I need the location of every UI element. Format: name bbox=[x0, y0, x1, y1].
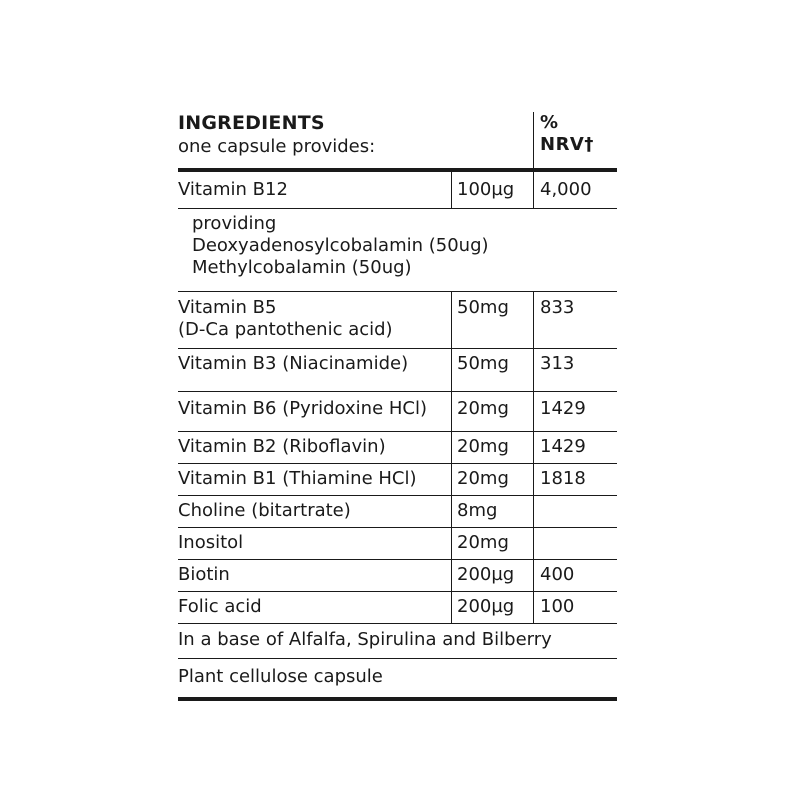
column-divider bbox=[533, 172, 534, 208]
ingredient-name: Vitamin B1 (Thiamine HCl) bbox=[178, 468, 417, 489]
ingredient-amount: 200µg bbox=[457, 564, 515, 585]
table-row bbox=[178, 292, 617, 348]
ingredient-nrv: 313 bbox=[540, 353, 575, 374]
providing-label: providing bbox=[192, 213, 277, 234]
ingredient-name: Inositol bbox=[178, 532, 244, 553]
column-divider bbox=[533, 528, 534, 559]
table-row-capsule bbox=[178, 659, 617, 697]
bottom-rule bbox=[178, 697, 617, 701]
ingredient-name: Folic acid bbox=[178, 596, 262, 617]
column-divider bbox=[533, 392, 534, 431]
table-row bbox=[178, 496, 617, 527]
ingredient-nrv: 4,000 bbox=[540, 179, 592, 200]
providing-item: Methylcobalamin (50ug) bbox=[192, 257, 412, 278]
ingredient-name: Vitamin B12 bbox=[178, 179, 288, 200]
column-divider bbox=[533, 496, 534, 527]
ingredient-nrv: 400 bbox=[540, 564, 575, 585]
ingredient-name-line: Vitamin B5 bbox=[178, 297, 277, 318]
table-subtitle: one capsule provides: bbox=[178, 136, 376, 157]
ingredient-name: Vitamin B2 (Riboflavin) bbox=[178, 436, 386, 457]
capsule-note: Plant cellulose capsule bbox=[178, 666, 383, 687]
table-title: INGREDIENTS bbox=[178, 112, 325, 134]
ingredient-nrv: 1429 bbox=[540, 398, 586, 419]
column-divider bbox=[451, 349, 452, 391]
column-divider bbox=[451, 496, 452, 527]
ingredient-nrv: 833 bbox=[540, 297, 575, 318]
base-note: In a base of Alfalfa, Spirulina and Bilberry bbox=[178, 629, 552, 650]
table-row bbox=[178, 172, 617, 208]
column-divider bbox=[533, 432, 534, 463]
ingredient-amount: 200µg bbox=[457, 596, 515, 617]
ingredient-amount: 50mg bbox=[457, 297, 509, 318]
nrv-label: NRV† bbox=[540, 134, 594, 155]
ingredient-amount: 100µg bbox=[457, 179, 515, 200]
ingredient-name-line: (D-Ca pantothenic acid) bbox=[178, 319, 393, 340]
column-divider bbox=[451, 432, 452, 463]
ingredient-name: Vitamin B6 (Pyridoxine HCl) bbox=[178, 398, 427, 419]
ingredient-amount: 8mg bbox=[457, 500, 498, 521]
table-header bbox=[178, 112, 532, 168]
nrv-percent-label: % bbox=[540, 112, 559, 133]
ingredient-nrv: 1429 bbox=[540, 436, 586, 457]
column-divider bbox=[451, 592, 452, 623]
ingredient-name: Choline (bitartrate) bbox=[178, 500, 351, 521]
column-divider bbox=[451, 292, 452, 348]
ingredients-table bbox=[178, 112, 617, 704]
table-row bbox=[178, 432, 617, 463]
column-divider bbox=[533, 592, 534, 623]
table-row bbox=[178, 592, 617, 623]
ingredient-amount: 20mg bbox=[457, 468, 509, 489]
table-row bbox=[178, 528, 617, 559]
table-row-base bbox=[178, 624, 617, 658]
ingredient-amount: 20mg bbox=[457, 532, 509, 553]
ingredient-amount: 20mg bbox=[457, 398, 509, 419]
table-row bbox=[178, 560, 617, 591]
ingredient-amount: 20mg bbox=[457, 436, 509, 457]
table-row bbox=[178, 349, 617, 391]
ingredient-name: Vitamin B3 (Niacinamide) bbox=[178, 353, 409, 374]
column-divider bbox=[533, 560, 534, 591]
column-divider bbox=[451, 392, 452, 431]
header-divider bbox=[533, 112, 534, 168]
column-divider bbox=[533, 292, 534, 348]
nrv-column-header bbox=[540, 112, 594, 156]
column-divider bbox=[533, 464, 534, 495]
column-divider bbox=[451, 464, 452, 495]
ingredient-name bbox=[178, 297, 393, 341]
column-divider bbox=[451, 172, 452, 208]
providing-item: Deoxyadenosylcobalamin (50ug) bbox=[192, 235, 489, 256]
table-row bbox=[178, 392, 617, 431]
column-divider bbox=[451, 560, 452, 591]
ingredient-nrv: 100 bbox=[540, 596, 575, 617]
providing-block bbox=[192, 213, 489, 279]
ingredient-nrv: 1818 bbox=[540, 468, 586, 489]
column-divider bbox=[451, 528, 452, 559]
column-divider bbox=[533, 349, 534, 391]
table-row-providing bbox=[178, 209, 617, 291]
ingredient-name: Biotin bbox=[178, 564, 230, 585]
ingredient-amount: 50mg bbox=[457, 353, 509, 374]
table-row bbox=[178, 464, 617, 495]
